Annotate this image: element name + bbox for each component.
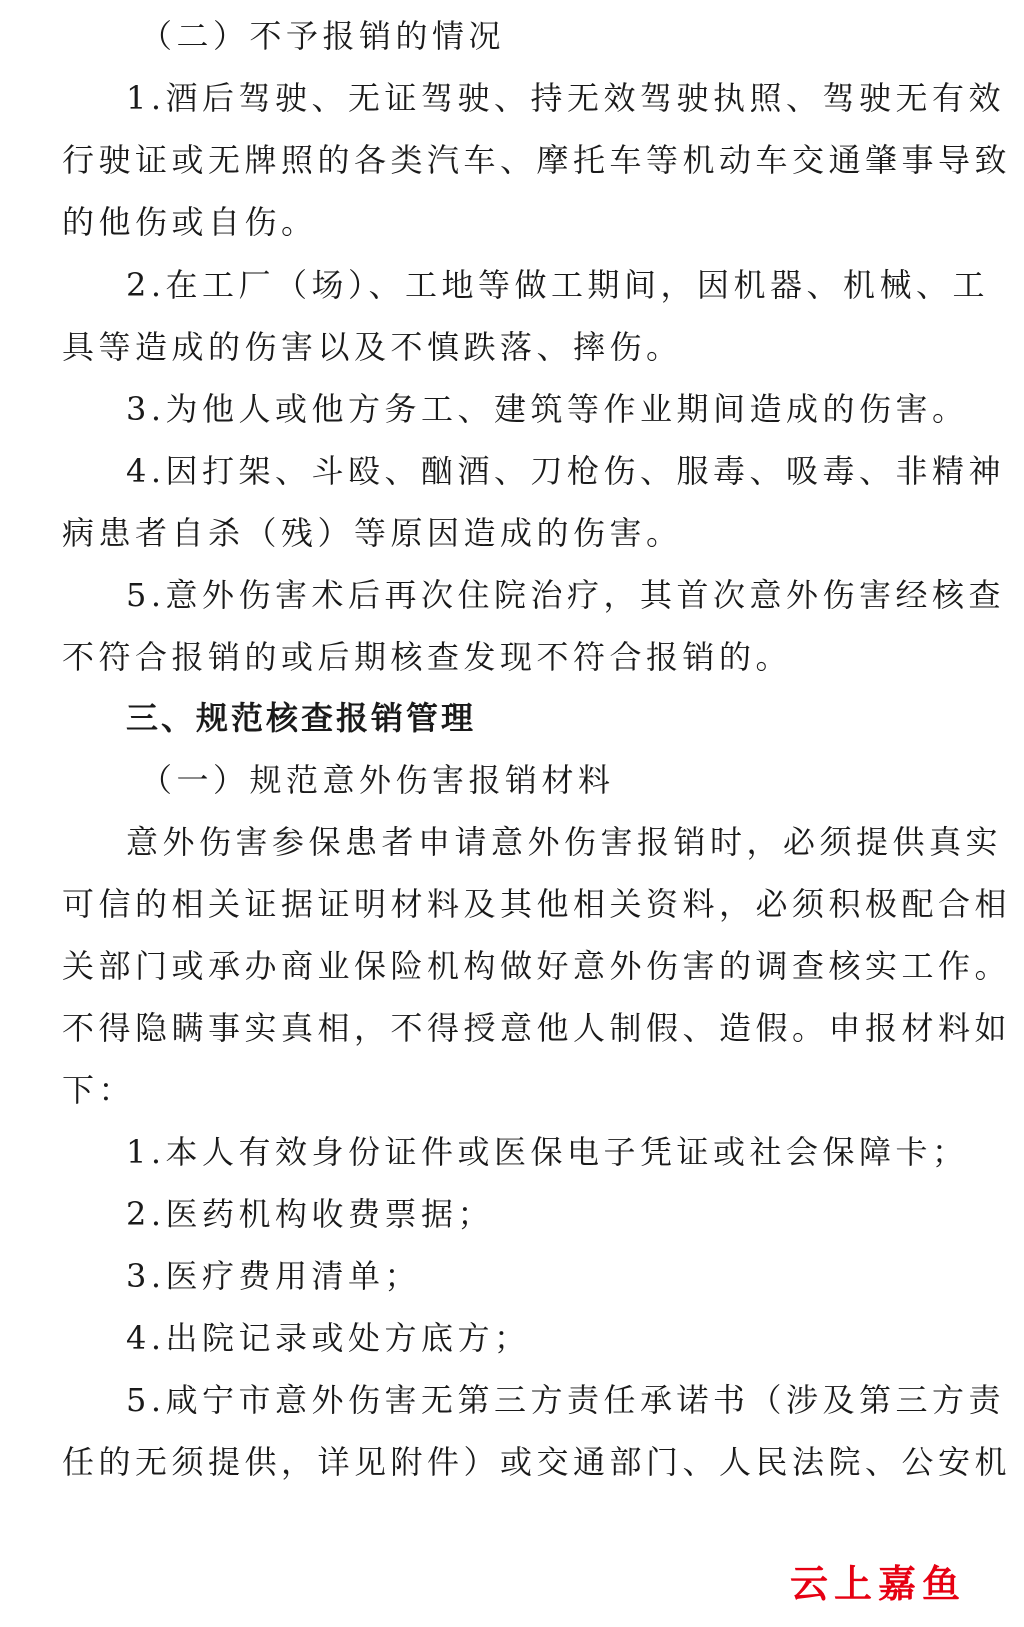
paragraph-line: 具等造成的伤害以及不慎跌落、摔伤。 [62, 328, 683, 366]
paragraph-line: 不得隐瞒事实真相，不得授意他人制假、造假。申报材料如 [62, 1009, 1012, 1047]
list-item: 3.医疗费用清单； [126, 1257, 422, 1295]
list-item: 4.出院记录或处方底方； [126, 1319, 531, 1357]
list-item: 5.咸宁市意外伤害无第三方责任承诺书（涉及第三方责 [126, 1381, 1006, 1419]
paragraph-line: 意外伤害参保患者申请意外伤害报销时，必须提供真实 [126, 823, 1003, 861]
subheading-materials: （一）规范意外伤害报销材料 [140, 761, 615, 799]
paragraph-line: 的他伤或自伤。 [62, 203, 318, 241]
list-item: 1.本人有效身份证件或医保电子凭证或社会保障卡； [126, 1133, 969, 1171]
paragraph-line: 3.为他人或他方务工、建筑等作业期间造成的伤害。 [126, 390, 969, 428]
paragraph-line: 任的无须提供，详见附件）或交通部门、人民法院、公安机 [62, 1443, 1012, 1481]
paragraph-line: 4.因打架、斗殴、酗酒、刀枪伤、服毒、吸毒、非精神 [126, 452, 1006, 490]
watermark-logo: 云上嘉鱼 [789, 1561, 966, 1606]
paragraph-line: 不符合报销的或后期核查发现不符合报销的。 [62, 638, 793, 676]
paragraph-line: 病患者自杀（残）等原因造成的伤害。 [62, 514, 683, 552]
paragraph-line: 可信的相关证据证明材料及其他相关资料，必须积极配合相 [62, 885, 1012, 923]
paragraph-line: 行驶证或无牌照的各类汽车、摩托车等机动车交通肇事导致 [62, 141, 1012, 179]
paragraph-line: 下： [62, 1071, 136, 1109]
subheading-no-reimbursement: （二）不予报销的情况 [140, 17, 506, 55]
list-item: 2.医药机构收费票据； [126, 1195, 495, 1233]
paragraph-line: 2.在工厂（场）、工地等做工期间，因机器、机械、工 [126, 266, 990, 304]
paragraph-line: 1.酒后驾驶、无证驾驶、持无效驾驶执照、驾驶无有效 [126, 79, 1006, 117]
paragraph-line: 关部门或承办商业保险机构做好意外伤害的调查核实工作。 [62, 947, 1012, 985]
paragraph-line: 5.意外伤害术后再次住院治疗，其首次意外伤害经核查 [126, 576, 1006, 614]
section-heading: 三、规范核查报销管理 [126, 699, 477, 737]
